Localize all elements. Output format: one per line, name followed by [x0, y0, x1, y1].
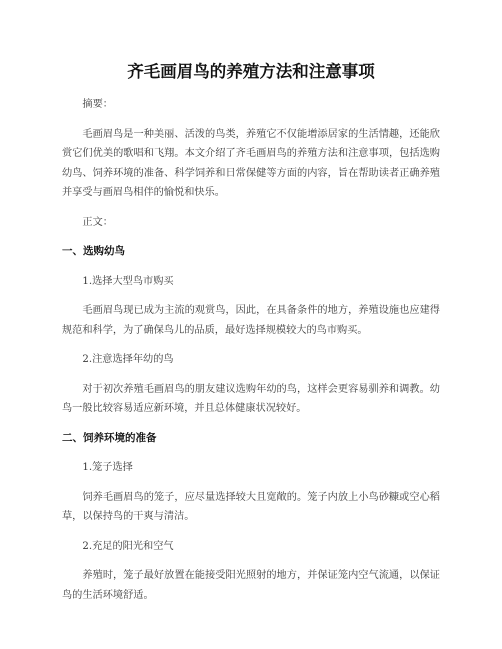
subheading: 2.注意选择年幼的鸟: [82, 354, 174, 365]
subheading: 1.笼子选择: [82, 462, 133, 473]
document-title: 齐毛画眉鸟的养殖方法和注意事项: [127, 62, 375, 81]
paragraph: 饲养毛画眉鸟的笼子，应尽量选择较大且宽敞的。笼子内放上小鸟砂糠或空心稻草，以保持鸟的干爽与清洁。: [62, 491, 440, 522]
section-heading: 一、选购幼鸟: [62, 245, 125, 257]
abstract-label: 摘要：: [82, 99, 113, 110]
document-content: [62, 95, 440, 615]
section-heading: 二、饲养环境的准备: [62, 431, 157, 444]
paragraph: 对于初次养殖毛画眉鸟的朋友建议选购年幼的鸟，这样会更容易驯养和调教。幼鸟一般比较容易适应新环境，并且总体健康状况较好。: [62, 383, 440, 414]
section-2: [62, 429, 440, 606]
subheading: 1.选择大型鸟市购买: [82, 275, 174, 287]
paragraph: 毛画眉鸟现已成为主流的观赏鸟，因此，在具备条件的地方，养殖设施也应建得规范和科学，为了确保鸟儿的品质，最好选择规模较大的鸟市购买。: [62, 305, 440, 336]
section-1: [62, 242, 440, 419]
paragraph: 养殖时，笼子最好放置在能接受阳光照射的地方，并保证笼内空气流通，以保证鸟的生活环境舒适。: [62, 570, 440, 601]
abstract-text: 毛画眉鸟是一种美丽、活泼的鸟类，养殖它不仅能增添居家的生活情趣，还能欣赏它们优美的歌唱和飞翔。本文介绍了齐毛画眉鸟的养殖方法和注意事项，包括选购幼鸟、饲养环境的准备、科学饲养和日常保健等方面的内容，旨在帮助读者正确养殖并享受与画眉鸟相伴的愉悦和快乐。: [62, 128, 440, 198]
body-label: 正文：: [82, 216, 113, 228]
subheading: 2.充足的阳光和空气: [82, 540, 174, 552]
